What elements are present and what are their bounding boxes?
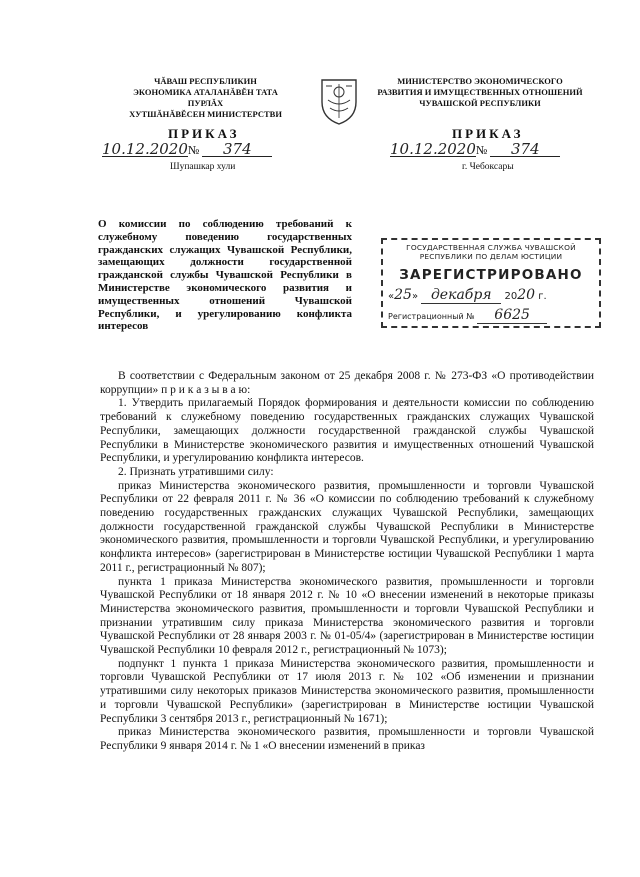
stamp-day: 25 bbox=[394, 287, 412, 303]
stamp-quote: « bbox=[388, 291, 395, 302]
place-chuvash: Шупашкар хули bbox=[170, 162, 236, 172]
header-left-line: ЧĂВАШ РЕСПУБЛИКИН bbox=[154, 76, 257, 86]
number-sign: № bbox=[187, 143, 200, 157]
order-title-right: ПРИКАЗ bbox=[452, 126, 524, 141]
header-left-ministry-chuvash bbox=[118, 76, 293, 120]
body-paragraph: приказ Министерства экономического развития, промышленности и торговли Чувашской Республики 9 января 2014 г. № 1 «О внесении изменений в приказ bbox=[100, 726, 594, 752]
stamp-registered: ЗАРЕГИСТРИРОВАНО bbox=[399, 267, 583, 283]
stamp-month: декабря bbox=[421, 287, 501, 304]
header-right-line: ЧУВАШСКОЙ РЕСПУБЛИКИ bbox=[419, 98, 541, 108]
stamp-date bbox=[388, 287, 594, 304]
stamp-year-suffix: 20 bbox=[517, 287, 536, 303]
number-sign: № bbox=[475, 143, 488, 157]
body-paragraph: 1. Утвердить прилагаемый Порядок формирования и деятельности комиссии по соблюдению требований к служебному поведению государственных гражданских служащих Чувашской Республики, замещающих должности государственной гражданской службы Чувашской Республики в Министерстве экономического развития и имущественных отношений Чувашской Республики, и урегулированию конфликта интересов. bbox=[100, 397, 594, 465]
body-paragraph: 2. Признать утратившими силу: bbox=[118, 465, 274, 478]
header-right-line: РАЗВИТИЯ И ИМУЩЕСТВЕННЫХ ОТНОШЕНИЙ bbox=[377, 87, 583, 97]
registration-stamp bbox=[381, 238, 601, 328]
stamp-quote: » bbox=[411, 291, 419, 302]
order-date-number-right bbox=[390, 142, 590, 158]
stamp-registration bbox=[388, 307, 594, 324]
handwritten-number: 374 bbox=[202, 142, 272, 157]
stamp-year-g: г. bbox=[538, 291, 547, 302]
stamp-reg-number: 6625 bbox=[477, 307, 547, 324]
header-right-line: МИНИСТЕРСТВО ЭКОНОМИЧЕСКОГО bbox=[397, 76, 563, 86]
body-paragraph: В соответствии с Федеральным законом от 25 декабря 2008 г. № 273-ФЗ «О противодействии коррупции» п р и к а з ы в а ю: bbox=[100, 370, 594, 396]
body-paragraph: приказ Министерства экономического развития, промышленности и торговли Чувашской Республики от 22 февраля 2011 г. № 36 «О комиссии по соблюдению требований к служебному поведению государственных гражданских служащих Чувашской Республики, замещающих должности государственной гражданской службы Чувашской Республики в Министерстве экономического развития, промышленности и торговли Чувашской Республики, и урегулированию конфликта интересов» (зарегистрирован в Министерстве юстиции Чувашской Республики 1 марта 2011 г., регистрационный № 807); bbox=[100, 479, 594, 574]
stamp-authority-line: РЕСПУБЛИКИ ПО ДЕЛАМ ЮСТИЦИИ bbox=[419, 252, 563, 261]
handwritten-date: 10.12.2020 bbox=[102, 140, 188, 158]
stamp-authority-line: ГОСУДАРСТВЕННАЯ СЛУЖБА ЧУВАШСКОЙ bbox=[406, 243, 576, 252]
order-title-left: ПРИКАЗ bbox=[168, 126, 240, 141]
body-paragraph: подпункт 1 пункта 1 приказа Министерства экономического развития, промышленности и торговли Чувашской Республики от 17 июля 2013 г. № 102 «Об изменении и признании утратившими силу некоторых приказов Министерства экономического развития, промышленности и торговли Чувашской Республики» (зарегистрирован в Министерстве юстиции Чувашской Республики 3 сентября 2013 г., регистрационный № 1671); bbox=[100, 657, 594, 725]
header-left-line: ХУТШĂНĂВĔСЕН МИНИСТЕРСТВИ bbox=[129, 109, 282, 119]
document-title: О комиссии по соблюдению требований к служебному поведению государственных гражданских служащих Чувашской Республики, замещающих должности государственной гражданской службы Чувашской Республики в Министерстве экономического развития и имущественных отношений Чувашской Республики, и урегулированию конфликта интересов bbox=[98, 218, 352, 333]
header-right-ministry-russian bbox=[370, 76, 590, 109]
coat-of-arms-emblem-icon bbox=[318, 74, 360, 126]
document-body bbox=[100, 370, 594, 754]
handwritten-date: 10.12.2020 bbox=[390, 140, 476, 158]
order-date-number-left bbox=[102, 142, 302, 158]
stamp-year-prefix: 20 bbox=[504, 291, 518, 302]
place-russian: г. Чебоксары bbox=[462, 162, 514, 172]
stamp-reg-label: Регистрационный № bbox=[388, 312, 475, 321]
header-left-line: ЭКОНОМИКА АТАЛАНĂВĔН ТАТА ПУРЛĂХ bbox=[133, 87, 278, 108]
handwritten-number: 374 bbox=[490, 142, 560, 157]
body-paragraph: пункта 1 приказа Министерства экономического развития, промышленности и торговли Чувашской Республики от 18 января 2012 г. № 10 «О внесении изменений в некоторые приказы Министерства экономического развития, промышленности и торговли Чувашской Республики и признании утратившим силу приказа Министерства экономического развития и торговли Чувашской Республики от 28 января 2003 г. № 01-05/4» (зарегистрирован в Министерстве юстиции Чувашской Республики 10 февраля 2012 г., регистрационный № 1073); bbox=[100, 575, 594, 657]
